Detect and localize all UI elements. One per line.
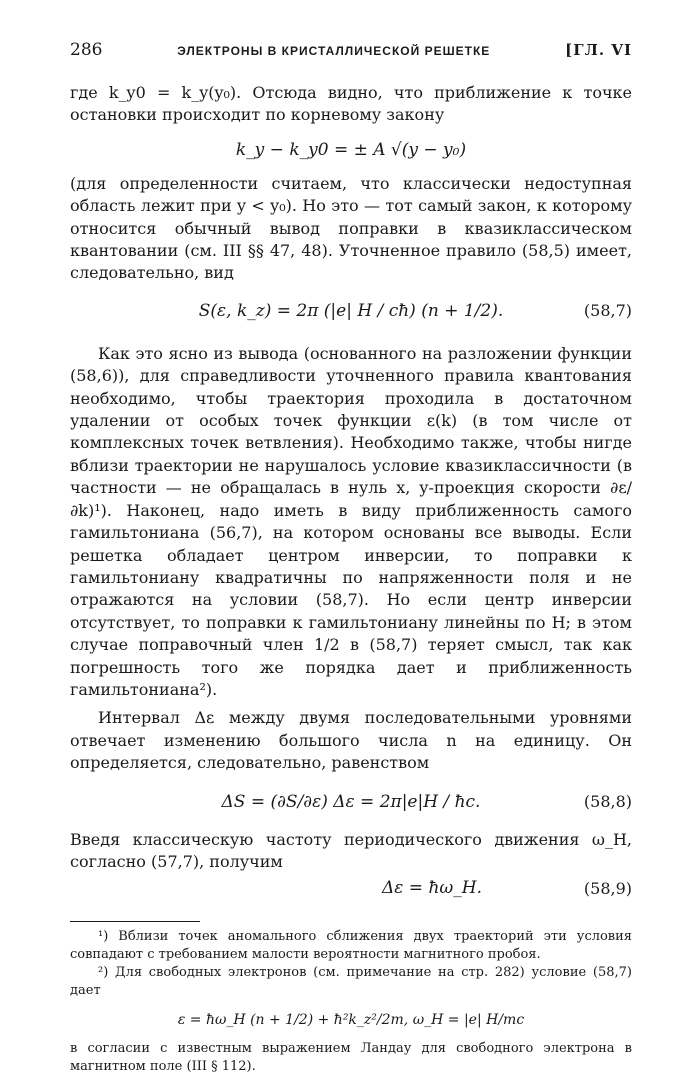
equation-58-8-number: (58,8) bbox=[583, 792, 632, 812]
footnote-2-equation bbox=[70, 1000, 632, 1040]
book-page bbox=[70, 40, 632, 1076]
paragraph-3: Как это ясно из вывода (основанного на разложении функции (58,6)), для справедливости уточненного правила квантования необходимо, чтобы траектория проходила в достаточном удалении от особых точек функции ε(k) (в том числе от комплексных точек ветвления). Необходимо также, чтобы нигде вблизи траектории не нарушалось условие квазиклассичности (в частности — не обращалась в нуль x, y-проекция скорости ∂ε/∂k)¹). Наконец, надо иметь в виду приближенность самого гамильтониана (56,7), на котором основаны все выводы. Если решетка обладает центром инверсии, то поправки к гамильтониану квадратичны по напряженности поля и не отражаются на условии (58,7). Но если центр инверсии отсутствует, то поправки к гамильтониану линейны по H; в этом случае поправочный член 1/2 в (58,7) теряет смысл, так как погрешность того же порядка дает и приближенность гамильтониана²). bbox=[70, 343, 632, 699]
equation-58-9-number: (58,9) bbox=[583, 878, 632, 898]
footnote-1: ¹) Вблизи точек аномального сближения двух траекторий эти условия совпадают с требованием малости вероятности магнитного пробоя. bbox=[70, 929, 632, 963]
page-header bbox=[70, 40, 632, 60]
paragraph-2: (для определенности считаем, что классически недоступная область лежит при y < y₀). Но это — тот самый закон, к которому относится обычный вывод поправки в квазиклассическом квантовании (см. III §§ 47, 48). Уточненное правило (58,5) имеет, следовательно, вид bbox=[70, 173, 632, 283]
chapter-label: [ГЛ. VI bbox=[565, 41, 632, 59]
paragraph-5: Введя классическую частоту периодического движения ω_H, согласно (57,7), получим bbox=[70, 829, 632, 871]
page-number: 286 bbox=[70, 40, 103, 60]
footnote-2-end: в согласии с известным выражением Ландау для свободного электрона в магнитном поле (III § 112). bbox=[70, 1041, 632, 1075]
equation-root-law bbox=[70, 127, 632, 173]
equation-58-7-number: (58,7) bbox=[583, 301, 632, 321]
paragraph-1: где k_y0 = k_y(y₀). Отсюда видно, что приближение к точке остановки происходит по корневому закону bbox=[70, 83, 632, 125]
footnote-2-equation-text: ε = ħω_H (n + 1/2) + ħ²k_z²/2m, ω_H = |e| H/mc bbox=[177, 1012, 525, 1029]
equation-58-7 bbox=[70, 285, 632, 337]
equation-root-law-text: k_y − k_y0 = ± A √(y − y₀) bbox=[235, 139, 467, 160]
footnote-divider bbox=[70, 921, 200, 922]
equation-58-7-text: S(ε, k_z) = 2π (|e| H / cħ) (n + 1/2). bbox=[198, 300, 504, 321]
paragraph-4: Интервал Δε между двумя последовательными уровнями отвечает изменению большого числа n на единицу. Он определяется, следовательно, равенством bbox=[70, 708, 632, 773]
equation-58-9 bbox=[70, 873, 632, 903]
equation-58-8-text: ΔS = (∂S/∂ε) Δε = 2π|e|H / ħc. bbox=[221, 791, 481, 812]
equation-58-9-text: Δε = ħω_H. bbox=[382, 878, 482, 899]
footnote-2: ²) Для свободных электронов (см. примечание на стр. 282) условие (58,7) дает bbox=[70, 965, 632, 999]
running-title: ЭЛЕКТРОНЫ В КРИСТАЛЛИЧЕСКОЙ РЕШЕТКЕ bbox=[177, 44, 491, 58]
equation-58-8 bbox=[70, 775, 632, 829]
